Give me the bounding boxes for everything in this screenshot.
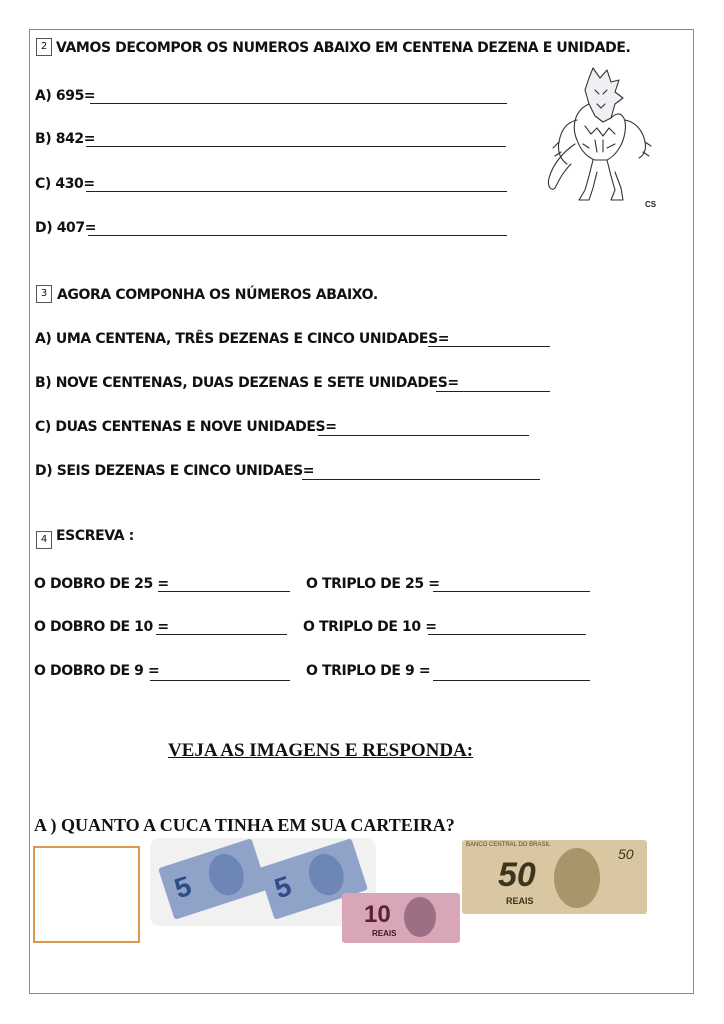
decompose-item-b: B) 842=: [35, 131, 96, 147]
banknote-10-word: REAIS: [372, 929, 397, 938]
banknote-50-word: REAIS: [506, 896, 534, 906]
banknote-10-portrait: [404, 897, 436, 937]
banknote-5-first-portrait: [204, 849, 249, 899]
answer-line-triple-10[interactable]: [428, 634, 586, 635]
triple-25-label: O TRIPLO DE 25 =: [306, 576, 440, 592]
wallet-answer-box[interactable]: [33, 846, 140, 943]
answer-line-double-25[interactable]: [158, 591, 290, 592]
double-9-label: O DOBRO DE 9 =: [34, 663, 160, 679]
wolf-signature: CS: [645, 200, 657, 209]
answer-line-double-9[interactable]: [150, 680, 290, 681]
answer-line-3b[interactable]: [436, 391, 550, 392]
banknote-10-value: 10: [364, 901, 391, 928]
compose-item-c: C) DUAS CENTENAS E NOVE UNIDADES=: [35, 419, 337, 435]
wolf-illustration: [545, 60, 660, 210]
banknote-50-portrait: [554, 848, 600, 908]
decompose-item-a: A) 695=: [35, 88, 96, 104]
triple-9-label: O TRIPLO DE 9 =: [306, 663, 431, 679]
section-4-title: ESCREVA :: [56, 528, 134, 544]
decompose-item-c: C) 430=: [35, 176, 95, 192]
answer-line-2a[interactable]: [90, 103, 507, 104]
banknote-50: [462, 840, 647, 914]
banknote-50-corner-value: 50: [618, 846, 634, 862]
answer-line-2b[interactable]: [86, 146, 506, 147]
question-a-wallet: A ) QUANTO A CUCA TINHA EM SUA CARTEIRA?: [34, 815, 455, 835]
banknote-5-second-portrait: [304, 849, 349, 899]
answer-line-triple-9[interactable]: [433, 680, 590, 681]
banknote-10: [342, 893, 460, 943]
question-number-2: 2: [36, 38, 52, 56]
banknote-5-first-value: 5: [170, 870, 196, 905]
answer-line-3a[interactable]: [428, 346, 550, 347]
compose-item-a: A) UMA CENTENA, TRÊS DEZENAS E CINCO UNIDADES=: [35, 331, 450, 347]
question-number-4: 4: [36, 531, 52, 549]
answer-line-2c[interactable]: [86, 191, 507, 192]
banknote-5-first: [158, 838, 268, 920]
decompose-item-d: D) 407=: [35, 220, 97, 236]
answer-line-3c[interactable]: [318, 435, 529, 436]
question-number-3: 3: [36, 285, 52, 303]
banknote-50-bank: BANCO CENTRAL DO BRASIL: [466, 842, 551, 848]
compose-item-b: B) NOVE CENTENAS, DUAS DEZENAS E SETE UNIDADES=: [35, 375, 459, 391]
double-10-label: O DOBRO DE 10 =: [34, 619, 169, 635]
compose-item-d: D) SEIS DEZENAS E CINCO UNIDAES=: [35, 463, 315, 479]
answer-line-3d[interactable]: [302, 479, 540, 480]
banknote-50-value: 50: [498, 856, 536, 894]
answer-line-2d[interactable]: [88, 235, 507, 236]
banknote-5-second-value: 5: [270, 870, 296, 905]
section-3-title: AGORA COMPONHA OS NÚMEROS ABAIXO.: [57, 287, 378, 303]
images-section-title: VEJA AS IMAGENS E RESPONDA:: [168, 740, 474, 761]
double-25-label: O DOBRO DE 25 =: [34, 576, 169, 592]
triple-10-label: O TRIPLO DE 10 =: [303, 619, 437, 635]
answer-line-double-10[interactable]: [156, 634, 287, 635]
section-2-title: VAMOS DECOMPOR OS NUMEROS ABAIXO EM CENTENA DEZENA E UNIDADE.: [56, 40, 631, 56]
answer-line-triple-25[interactable]: [433, 591, 590, 592]
